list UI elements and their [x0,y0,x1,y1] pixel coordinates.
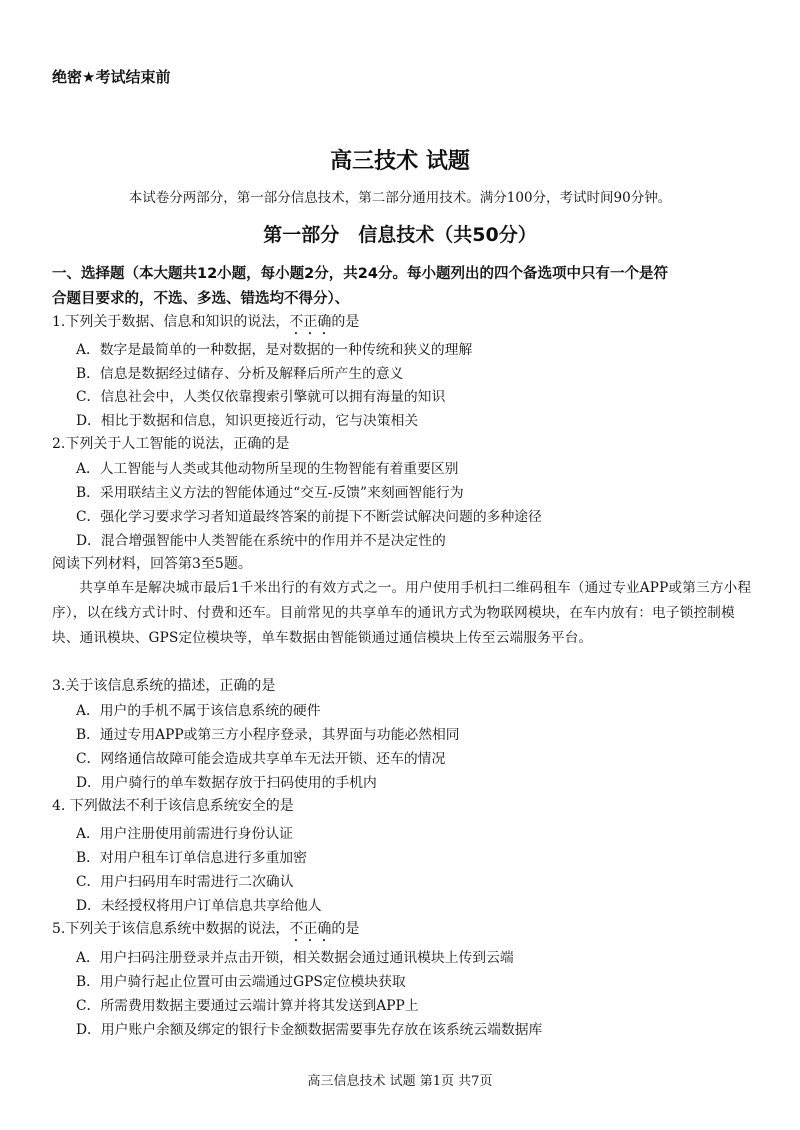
question-4-stem: 4. 下列做法不利于该信息系统安全的是 [52,798,294,814]
question-5-stem-end: 的是 [331,921,360,937]
question-5-option-c: C．所需费用数据主要通过云端计算并将其发送到APP上 [76,998,419,1014]
question-1-option-b: B．信息是数据经过储存、分析及解释后所产生的意义 [76,366,404,382]
reading-intro: 阅读下列材料，回答第3至5题。 [52,556,252,572]
question-4-option-c: C．用户扫码用车时需进行二次确认 [76,874,294,890]
section-heading-line1: 一、选择题（本大题共12小题，每小题2分，共24分。每小题列出的四个备选项中只有一个是符 [52,266,668,282]
question-3-option-b: B．通过专用APP或第三方小程序登录，其界面与功能必然相同 [76,727,460,743]
question-1-option-d: D．相比于数据和信息，知识更接近行动，它与决策相关 [76,413,419,429]
question-3-option-a: A．用户的手机不属于该信息系统的硬件 [76,703,321,719]
question-1-stem-end: 的是 [331,314,360,330]
question-4-option-d: D．未经授权将用户订单信息共享给他人 [76,898,322,914]
part-heading: 第一部分 信息技术（共50分） [263,224,537,246]
question-2-option-b: B．采用联结主义方法的智能体通过“交互-反馈”来刻画智能行为 [76,485,464,501]
question-5-stem [52,918,359,945]
question-1-emphasis: 不正确 [289,314,332,330]
question-2-option-c: C．强化学习要求学习者知道最终答案的前提下不断尝试解决问题的多种途径 [76,509,542,525]
question-5-emphasis: 不正确 [289,921,332,937]
question-2-option-a: A．人工智能与人类或其他动物所呈现的生物智能有着重要区别 [76,461,459,477]
question-5-option-d: D．用户账户余额及绑定的银行卡金额数据需要事先存放在该系统云端数据库 [76,1022,543,1038]
question-3-option-c: C．网络通信故障可能会造成共享单车无法开锁、还车的情况 [76,751,446,767]
page-footer: 高三信息技术 试题 第1页 共7页 [307,1074,493,1089]
question-1-stem-text: 1.下列关于数据、信息和知识的说法， [52,314,290,330]
question-3-option-d: D．用户骑行的单车数据存放于扫码使用的手机内 [76,775,377,791]
question-1-stem [52,311,359,338]
question-2-stem: 2.下列关于人工智能的说法，正确的是 [52,436,290,452]
question-1-option-a: A．数字是最简单的一种数据，是对数据的一种传统和狭义的理解 [76,342,473,358]
question-3-stem: 3.关于该信息系统的描述，正确的是 [52,678,276,694]
question-1-option-c: C．信息社会中，人类仅依靠搜索引擎就可以拥有海量的知识 [76,389,446,405]
section-heading-line2: 合题目要求的，不选、多选、错选均不得分）、 [52,291,350,307]
question-2-option-d: D．混合增强智能中人类智能在系统中的作用并不是决定性的 [76,533,446,549]
exam-intro: 本试卷分两部分，第一部分信息技术，第二部分通用技术。满分100分，考试时间90分钟。 [128,190,672,206]
question-5-option-a: A．用户扫码注册登录并点击开锁，相关数据会通过通讯模块上传到云端 [76,950,514,966]
confidential-label: 绝密★考试结束前 [52,68,171,86]
question-4-option-a: A．用户注册使用前需进行身份认证 [76,826,293,842]
question-5-stem-text: 5.下列关于该信息系统中数据的说法， [52,921,290,937]
page-title: 高三技术 试题 [330,149,470,174]
reading-passage: 共享单车是解决城市最后1千米出行的有效方式之一。用户使用手机扫二维码租车（通过专业APP或第三方小程序），以在线方式计时、付费和还车。目前常见的共享单车的通讯方式为物联网模块，在车内放有：电子锁控制模块、通讯模块、GPS定位模块等，单车数据由智能锁通过通信模块上传至云端服务平台。 [52,580,752,646]
question-4-option-b: B．对用户租车订单信息进行多重加密 [76,850,307,866]
question-5-option-b: B．用户骑行起止位置可由云端通过GPS定位模块获取 [76,974,406,990]
